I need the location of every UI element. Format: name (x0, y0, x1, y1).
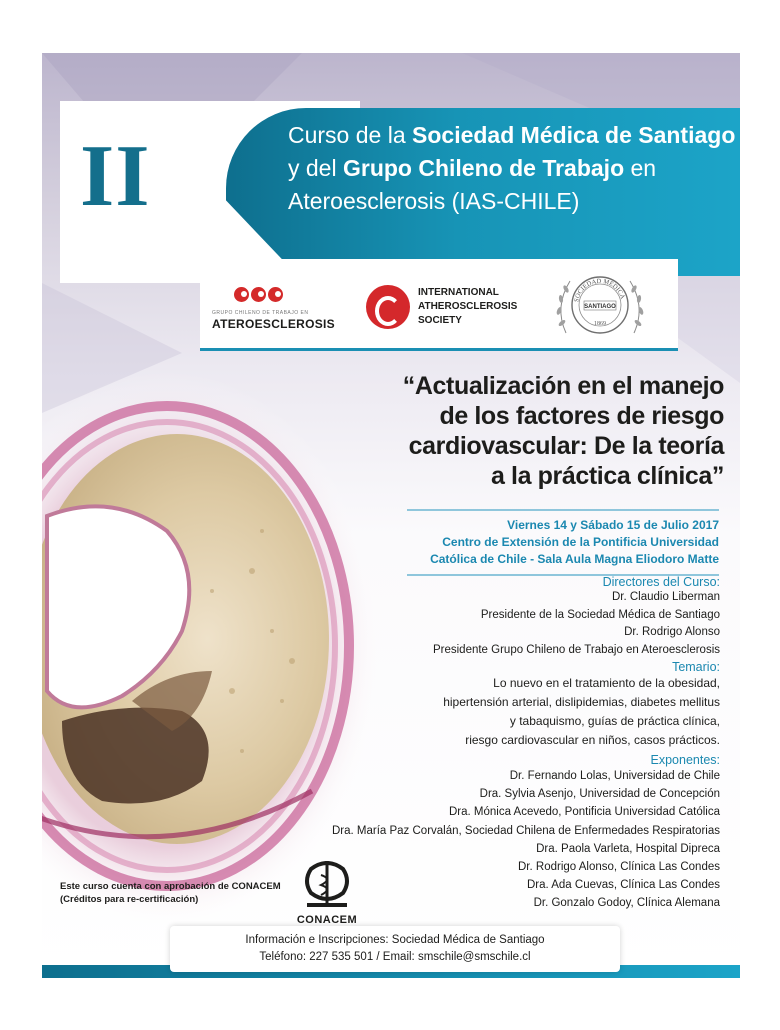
speaker-item: Dr. Fernando Lolas, Universidad de Chile (509, 770, 720, 782)
contact-info-box (170, 926, 620, 972)
conacem-note-line-2: (Créditos para re-certificación) (60, 894, 199, 905)
course-title-line-4: a la práctica clínica” (491, 462, 724, 490)
directors-label: Directores del Curso: (602, 575, 720, 589)
event-dates: Viernes 14 y Sábado 15 de Julio 2017 (507, 518, 719, 532)
poster (42, 53, 740, 978)
seal-middle-text: SANTIAGO (584, 304, 616, 310)
logo-strip (200, 259, 678, 351)
grupo-chileno-name: ATEROESCLEROSIS (212, 317, 335, 331)
speaker-item: Dra. Mónica Acevedo, Pontificia Universidad Católica (448, 806, 720, 819)
grupo-chileno-logo (212, 287, 335, 331)
speaker-item: Dr. Rodrigo Alonso, Clínica Las Condes (518, 861, 720, 874)
temario-line: Lo nuevo en el tratamiento de la obesidad, (493, 676, 720, 690)
seal-top-text: SOCIEDAD MÉDICA (573, 277, 627, 303)
ias-name (418, 286, 517, 328)
temario-label: Temario: (672, 660, 720, 674)
course-heading-line-3: Ateroesclerosis (IAS-CHILE) (288, 188, 580, 214)
speaker-item: Dra. Paola Varleta, Hospital Dipreca (536, 842, 720, 855)
conacem-logo (282, 861, 372, 925)
course-heading-line-1: Curso de la Sociedad Médica de Santiago (288, 122, 736, 148)
contact-info-line-1: Información e Inscripciones: Sociedad Médica de Santiago (245, 934, 545, 946)
directors-section (312, 575, 720, 659)
contact-info-line-2: Teléfono: 227 535 501 / Email: smschile@smschile.cl (259, 951, 531, 963)
ias-name-line-2: ATHEROSCLEROSIS (418, 301, 518, 312)
course-heading-line-2: y del Grupo Chileno de Trabajo en (288, 155, 657, 181)
ias-logo (366, 283, 526, 333)
speaker-item: Dra. Sylvia Asenjo, Universidad de Concepción (479, 788, 720, 801)
course-title-line-1: “Actualización en el manejo (402, 372, 724, 400)
course-heading (288, 119, 738, 218)
course-title-line-3: cardiovascular: De la teoría (408, 432, 724, 460)
course-title (372, 371, 724, 491)
grupo-chileno-subtitle: GRUPO CHILENO DE TRABAJO EN (212, 310, 309, 316)
conacem-emblem-icon (297, 861, 357, 909)
conacem-name: CONACEM (296, 914, 358, 926)
speaker-item: Dr. Gonzalo Godoy, Clínica Alemana (533, 897, 720, 910)
speaker-item: Dra. María Paz Corvalán, Sociedad Chilena de Enfermedades Respiratorias (331, 824, 720, 837)
temario-line: hipertensión arterial, dislipidemias, diabetes mellitus (443, 695, 720, 709)
director-role: Presidente Grupo Chileno de Trabajo en Ateroesclerosis (432, 643, 720, 656)
speaker-item: Dra. Ada Cuevas, Clínica Las Condes (526, 879, 720, 892)
director-role: Presidente de la Sociedad Médica de Santiago (480, 608, 720, 621)
event-dates-venue (407, 509, 719, 576)
ias-name-line-3: SOCIETY (418, 315, 462, 326)
sociedad-medica-seal-icon (548, 263, 652, 347)
director-name: Dr. Claudio Liberman (611, 591, 720, 603)
course-title-line-2: de los factores de riesgo (439, 402, 724, 430)
event-venue-line-2: Católica de Chile - Sala Aula Magna Eliodoro Matte (430, 552, 719, 566)
seal-year-text: 1869 (594, 321, 606, 327)
director-name: Dr. Rodrigo Alonso (624, 626, 720, 638)
svg-text:SOCIEDAD MÉDICA (573, 278, 626, 303)
edition-number: II (80, 128, 151, 225)
temario-line: riesgo cardiovascular en niños, casos prácticos. (465, 733, 720, 747)
conacem-note-line-1: Este curso cuenta con aprobación de CONACEM (60, 881, 281, 892)
event-venue-line-1: Centro de Extensión de la Pontificia Universidad (442, 535, 719, 549)
speakers-label: Exponentes: (650, 753, 720, 767)
grupo-chileno-dots-icon (234, 287, 332, 307)
conacem-note (60, 880, 300, 906)
ias-name-line-1: INTERNATIONAL (418, 287, 499, 298)
temario-section (312, 660, 720, 750)
ias-mark-icon (366, 285, 410, 329)
temario-line: y tabaquismo, guías de práctica clínica, (509, 714, 720, 728)
